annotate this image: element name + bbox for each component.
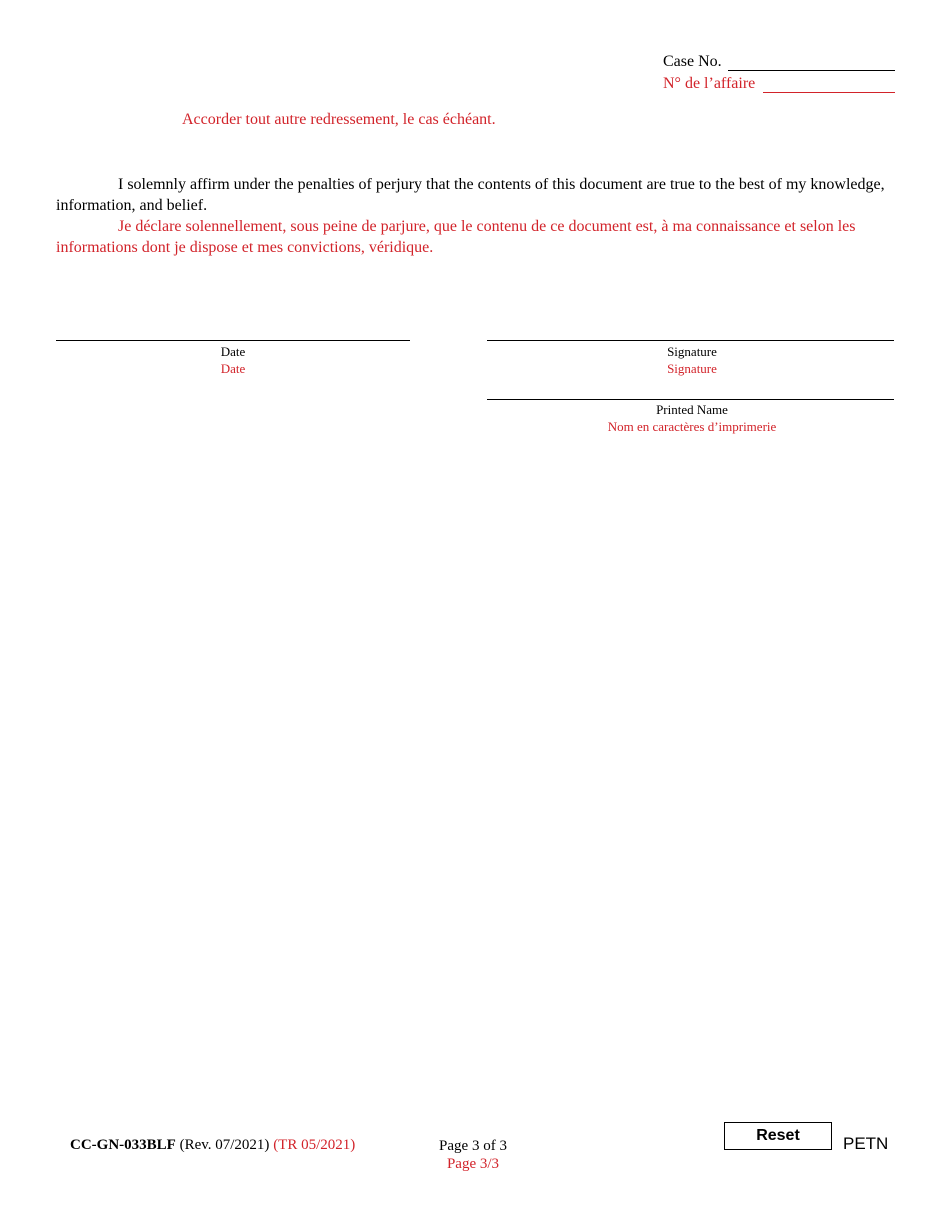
case-no-row bbox=[663, 52, 895, 74]
signature-label: Signature bbox=[667, 344, 717, 359]
signature-field[interactable] bbox=[487, 340, 894, 341]
printed-name-field[interactable] bbox=[487, 399, 894, 400]
form-identifier bbox=[70, 1137, 355, 1154]
case-no-field[interactable] bbox=[728, 70, 895, 71]
page-number bbox=[408, 1137, 538, 1173]
affirmation-block bbox=[56, 174, 896, 258]
case-no-row-fr bbox=[663, 74, 895, 96]
page-number-en: Page 3 of 3 bbox=[439, 1138, 507, 1154]
case-no-label: Case No. bbox=[663, 53, 722, 70]
date-label-fr: Date bbox=[220, 361, 246, 376]
case-no-label-fr: N° de l’affaire bbox=[663, 75, 756, 92]
form-revision: (Rev. 07/2021) bbox=[179, 1137, 270, 1153]
date-caption bbox=[56, 343, 410, 377]
case-no-field-fr bbox=[763, 92, 895, 93]
printed-name-label: Printed Name bbox=[656, 402, 728, 417]
form-translation-revision: (TR 05/2021) bbox=[273, 1137, 356, 1153]
form-code: PETN bbox=[843, 1134, 889, 1153]
date-label: Date bbox=[220, 344, 246, 359]
form-number: CC-GN-033BLF bbox=[70, 1137, 176, 1153]
affirmation-text-fr: Je déclare solennellement, sous peine de parjure, que le contenu de ce document est, à ma connaissance et selon les informations dont je dispose et mes convictions, véridique. bbox=[56, 218, 856, 256]
other-relief-text: Accorder tout autre redressement, le cas échéant. bbox=[182, 111, 496, 128]
affirmation-text-en: I solemnly affirm under the penalties of perjury that the contents of this document are true to the best of my knowledge, information, and belief. bbox=[56, 176, 885, 214]
signature-label-fr: Signature bbox=[667, 361, 717, 376]
page-number-fr: Page 3/3 bbox=[446, 1156, 500, 1172]
date-field[interactable] bbox=[56, 340, 410, 341]
printed-name-label-fr: Nom en caractères d’imprimerie bbox=[607, 419, 777, 434]
case-number-block bbox=[663, 52, 895, 96]
printed-name-caption bbox=[487, 401, 897, 435]
signature-caption bbox=[487, 343, 897, 377]
reset-button[interactable]: Reset bbox=[724, 1122, 832, 1150]
